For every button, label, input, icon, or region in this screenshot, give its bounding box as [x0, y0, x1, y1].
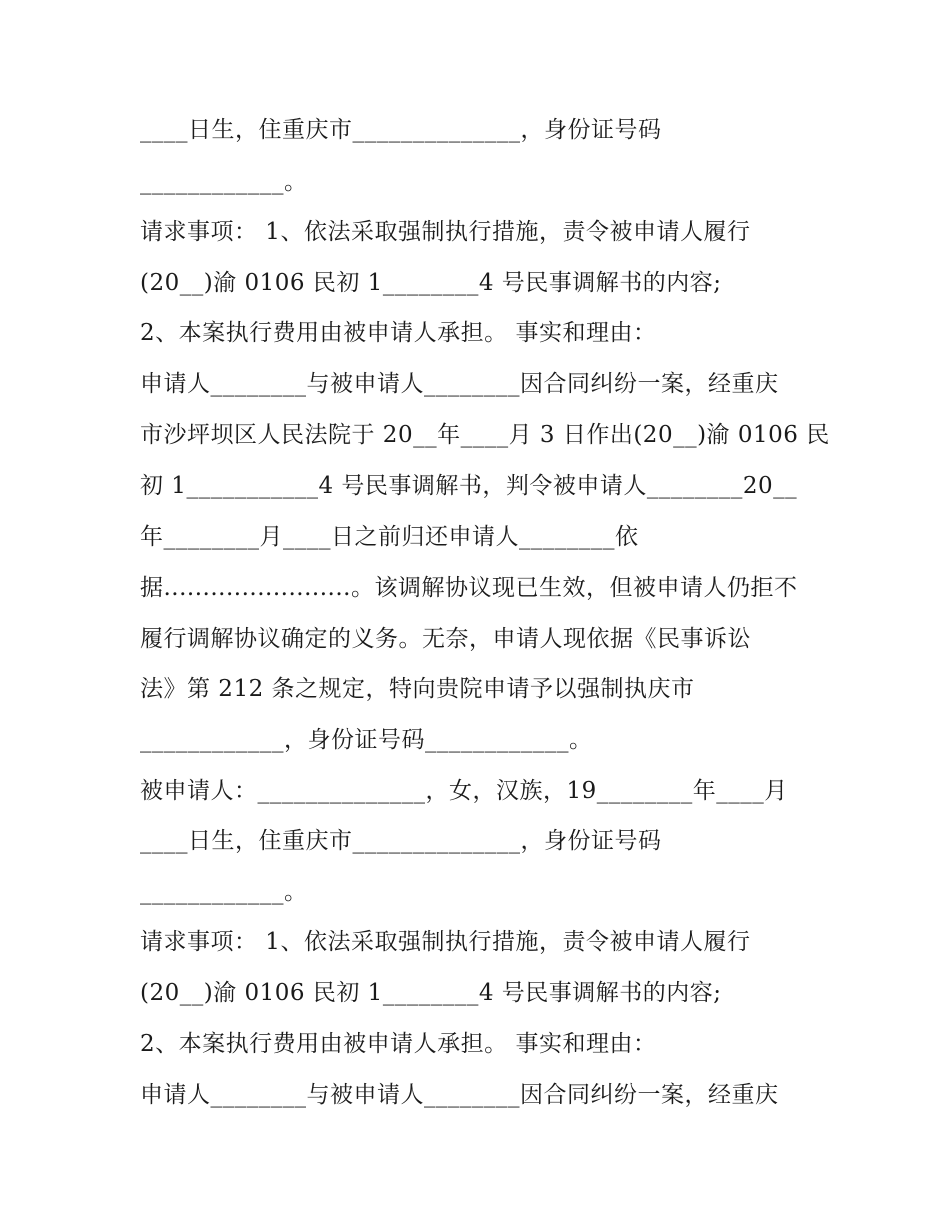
- text-line: 2、本案执行费用由被申请人承担。 事实和理由：: [140, 320, 657, 346]
- text-line: ____日生，住重庆市______________，身份证号码: [140, 828, 662, 854]
- text-line: ____日生，住重庆市______________，身份证号码: [140, 117, 662, 143]
- text-line: 履行调解协议确定的义务。无奈，申请人现依据《民事诉讼: [140, 626, 751, 652]
- text-line: 请求事项： 1、依法采取强制执行措施，责令被申请人履行: [140, 929, 751, 955]
- text-line: ____________，身份证号码____________。: [140, 727, 593, 753]
- text-line: 申请人________与被申请人________因合同纠纷一案，经重庆: [140, 371, 779, 397]
- text-line: 被申请人：______________，女，汉族，19________年____月: [140, 778, 788, 804]
- text-line: ____________。: [140, 169, 308, 195]
- text-line: (20__)渝 0106 民初 1________4 号民事调解书的内容;: [140, 270, 722, 296]
- text-line: 据........................。该调解协议现已生效，但被申请人仍拒不: [140, 575, 798, 601]
- text-line: (20__)渝 0106 民初 1________4 号民事调解书的内容;: [140, 980, 722, 1006]
- text-line: 市沙坪坝区人民法院于 20__年____月 3 日作出(20__)渝 0106 民: [140, 422, 830, 448]
- text-line: 初 1___________4 号民事调解书，判令被申请人________20__: [140, 473, 798, 499]
- text-line: ____________。: [140, 879, 308, 905]
- text-line: 申请人________与被申请人________因合同纠纷一案，经重庆: [140, 1082, 779, 1108]
- text-line: 请求事项： 1、依法采取强制执行措施，责令被申请人履行: [140, 219, 751, 245]
- text-line: 法》第 212 条之规定，特向贵院申请予以强制执庆市: [140, 676, 695, 702]
- text-line: 2、本案执行费用由被申请人承担。 事实和理由：: [140, 1031, 657, 1057]
- text-line: 年________月____日之前归还申请人________依: [140, 524, 639, 550]
